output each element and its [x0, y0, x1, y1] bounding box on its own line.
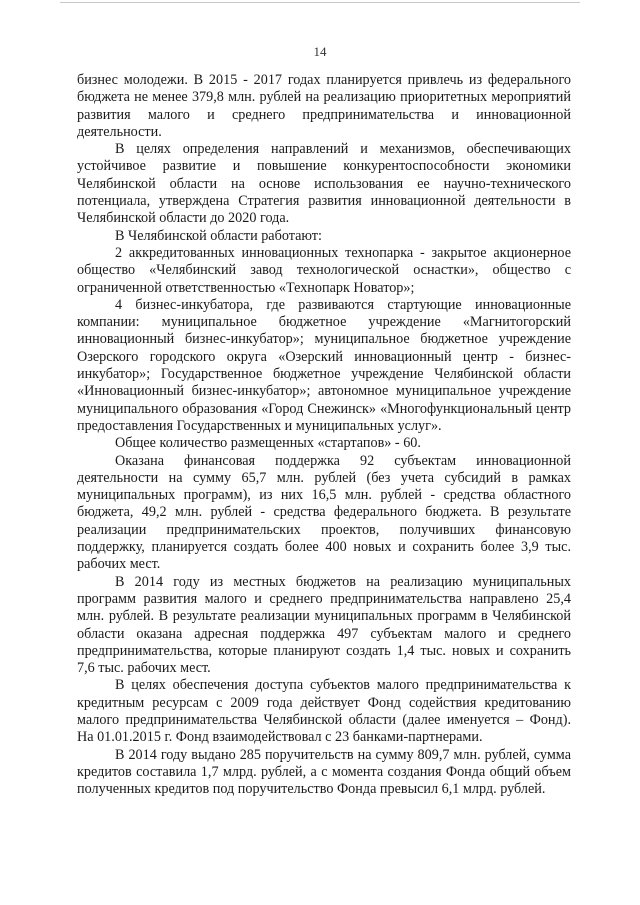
scan-artifact-line	[60, 2, 580, 3]
paragraph-startups-count: Общее количество размещенных «стартапов» - 60.	[115, 435, 421, 452]
document-body	[77, 72, 571, 798]
paragraph-credit-fund: В целях обеспечения доступа субъектов малого предпринимательства к кредитным ресурсам с 2009 года действует Фонд содействия кредитованию малого предпринимательства Челябинской области (далее именуется – Фонд). На 01.01.2015 г. Фонд взаимодействовал с 23 банками-партнерами.	[77, 677, 571, 746]
paragraph-technoparks: 2 аккредитованных инновационных технопарка - закрытое акционерное общество «Челябинский завод технологической оснастки», общество с ограниченной ответственностью «Технопарк Новатор»;	[77, 244, 571, 296]
paragraph-incubators: 4 бизнес-инкубатора, где развиваются стартующие инновационные компании: муниципальное бюджетное учреждение «Магнитогорский инновационный бизнес-инкубатор»; муниципальное бюджетное учреждение Озерского городского округа «Озерский инновационный центр - бизнес-инкубатор»; Государственное бюджетное учреждение Челябинской области «Инновационный бизнес-инкубатор»; автономное муниципальное учреждение муниципального образования «Город Снежинск» «Многофункциональный центр предоставления Государственных и муниципальных услуг».	[77, 296, 571, 434]
paragraph-intro-list: В Челябинской области работают:	[115, 227, 322, 244]
paragraph-guarantees: В 2014 году выдано 285 поручительств на сумму 809,7 млн. рублей, сумма кредитов составила 1,7 млрд. рублей, а с момента создания Фонда общий объем полученных кредитов под поручительство Фонда превысил 6,1 млрд. рублей.	[77, 746, 571, 798]
paragraph-continuation: бизнес молодежи. В 2015 - 2017 годах планируется привлечь из федерального бюджета не менее 379,8 млн. рублей на реализацию приоритетных мероприятий развития малого и среднего предпринимательства и инновационной деятельности.	[77, 72, 571, 140]
page-number: 14	[313, 44, 327, 59]
paragraph-strategy: В целях определения направлений и механизмов, обеспечивающих устойчивое развитие и повышение конкурентоспособности экономики Челябинской области на основе использования ее научно-технического потенциала, утверждена Стратегия развития инновационной деятельности в Челябинской области до 2020 года.	[77, 141, 571, 227]
paragraph-municipal-budgets: В 2014 году из местных бюджетов на реализацию муниципальных программ развития малого и среднего предпринимательства направлено 25,4 млн. рублей. В результате реализации муниципальных программ в Челябинской области оказана адресная поддержка 497 субъектам малого и среднего предпринимательства, которые планируют создать 1,4 тыс. новых и сохранить 7,6 тыс. рабочих мест.	[77, 573, 571, 677]
paragraph-financial-support: Оказана финансовая поддержка 92 субъектам инновационной деятельности на сумму 65,7 млн. рублей (без учета субсидий в рамках муниципальных программ), из них 16,5 млн. рублей - средства областного бюджета, 49,2 млн. рублей - средства федерального бюджета. В результате реализации предпринимательских проектов, получивших финансовую поддержку, планируется создать более 400 новых и сохранить более 3,9 тыс. рабочих мест.	[77, 452, 571, 573]
